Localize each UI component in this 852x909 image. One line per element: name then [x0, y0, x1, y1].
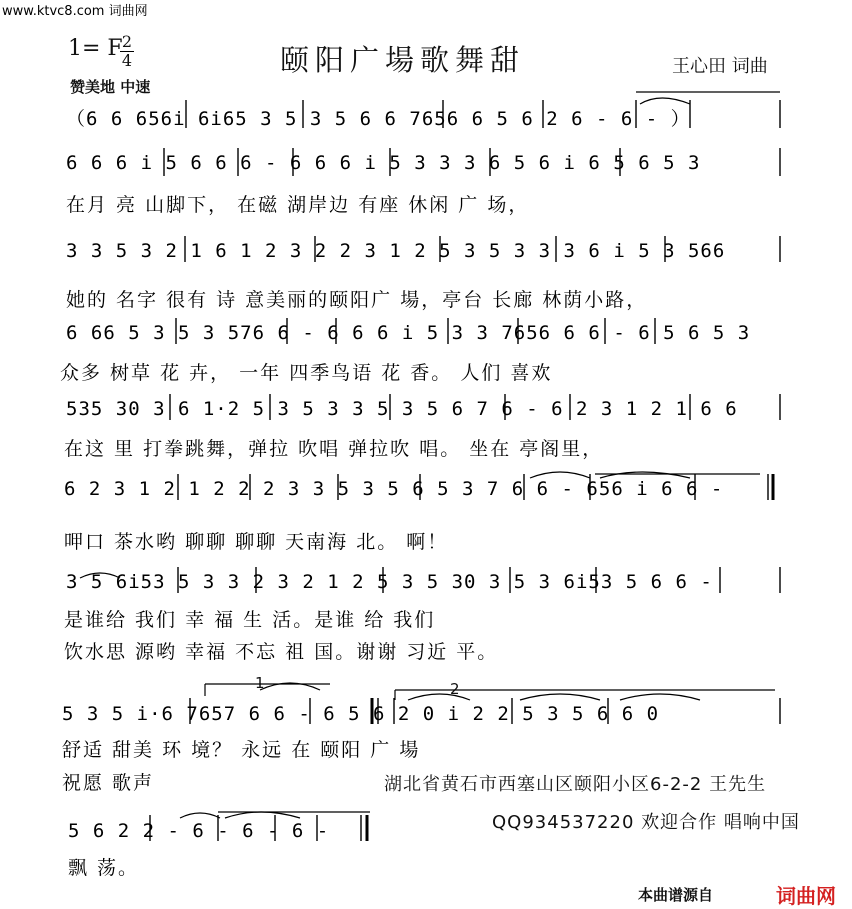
contact-qq: QQ934537220 欢迎合作 唱响中国: [492, 812, 800, 833]
score-line-6-lyric-verse2: 饮水思 源哟 幸福 不忘 祖 国。谢谢 习近 平。: [64, 641, 499, 663]
score-line-4-notes: 535 30 3 6 1·2 5 3 5 3 3 5 3 5 6 7 6 - 6 2 3 1 2 1 6 6: [66, 398, 738, 420]
song-title: 颐阳广場歌舞甜: [280, 43, 526, 77]
score-line-8-lyric: 飘 荡。: [68, 857, 140, 879]
second-ending-label: 2: [450, 680, 460, 698]
score-line-6-lyric: 是谁给 我们 幸 福 生 活。是谁 给 我们: [64, 609, 436, 631]
score-line-intro-notes: （6 6 656i 6i65 3 5 3 5 6 6 7656 6 5 6 2 6 - 6 - ）: [66, 108, 691, 130]
score-line-3-notes: 6 66 5 3 5 3 576 6 - 6 6 6 i 5 3 3 7656 6 6 - 6 5 6 5 3: [66, 322, 751, 344]
score-line-6-notes: 3 5 6i53 5 3 3 2 3 2 1 2 5 3 5 30 3 5 3 6i53 5 6 6 -: [66, 571, 713, 593]
score-line-5-notes: 6 2 3 1 2 1 2 2 2 3 3 5 3 5 6 5 3 7 6 6 - 656 i 6 6 -: [64, 478, 724, 500]
ending-brackets: [205, 92, 780, 812]
slurs: [80, 98, 700, 818]
key-signature: 1= F: [68, 36, 123, 61]
score-line-8-notes: 5 6 2 2 - 6 - 6 - 6 -: [68, 820, 330, 842]
score-line-2-notes: 3 3 5 3 2 1 6 1 2 3 2 2 3 1 2 5 3 5 3 3 3 6 i 5 3 566: [66, 240, 726, 262]
score-line-7-lyric-verse2: 祝愿 歌声: [62, 772, 155, 794]
first-ending-label: 1: [255, 674, 265, 692]
score-line-7-lyric: 舒适 甜美 环 境？ 永远 在 颐阳 广 場: [62, 739, 421, 761]
score-line-1-notes: 6 6 6 i 5 6 6 6 - 6 6 6 i 5 3 3 3 6 5 6 i 6 5 6 5 3: [66, 152, 701, 174]
score-line-4-lyric: 在这 里 打拳跳舞，弹拉 吹唱 弹拉吹 唱。 坐在 亭阁里，: [64, 438, 604, 460]
score-line-1-lyric: 在月 亮 山脚下， 在磁 湖岸边 有座 休闲 广 场，: [66, 194, 530, 216]
source-note: 本曲谱源自: [638, 886, 714, 904]
contact-address: 湖北省黄石市西塞山区颐阳小区6-2-2 王先生: [384, 774, 767, 795]
brand-logo[interactable]: 词曲网: [776, 884, 836, 908]
site-url[interactable]: www.ktvc8.com 词曲网: [2, 4, 148, 19]
score-line-2-lyric: 她的 名字 很有 诗 意美丽的颐阳广 場，亭台 长廊 林荫小路，: [66, 289, 648, 311]
score-line-5-lyric: 呷口 茶水哟 聊聊 聊聊 天南海 北。 啊！: [64, 531, 449, 553]
score-line-3-lyric: 众多 树草 花 卉， 一年 四季鸟语 花 香。 人们 喜欢: [60, 362, 553, 384]
meter-top: 2: [121, 32, 133, 51]
tempo-marking: 赞美地 中速: [70, 78, 151, 96]
barlines: [150, 100, 780, 841]
meter-bottom: 4: [121, 51, 133, 70]
composer-credit: 王心田 词曲: [672, 56, 768, 77]
score-line-7-notes: 5 3 5 i·6 7657 6 6 - 6 5 6 2 0 i 2 2 5 3 5 6 6 0: [62, 703, 660, 725]
